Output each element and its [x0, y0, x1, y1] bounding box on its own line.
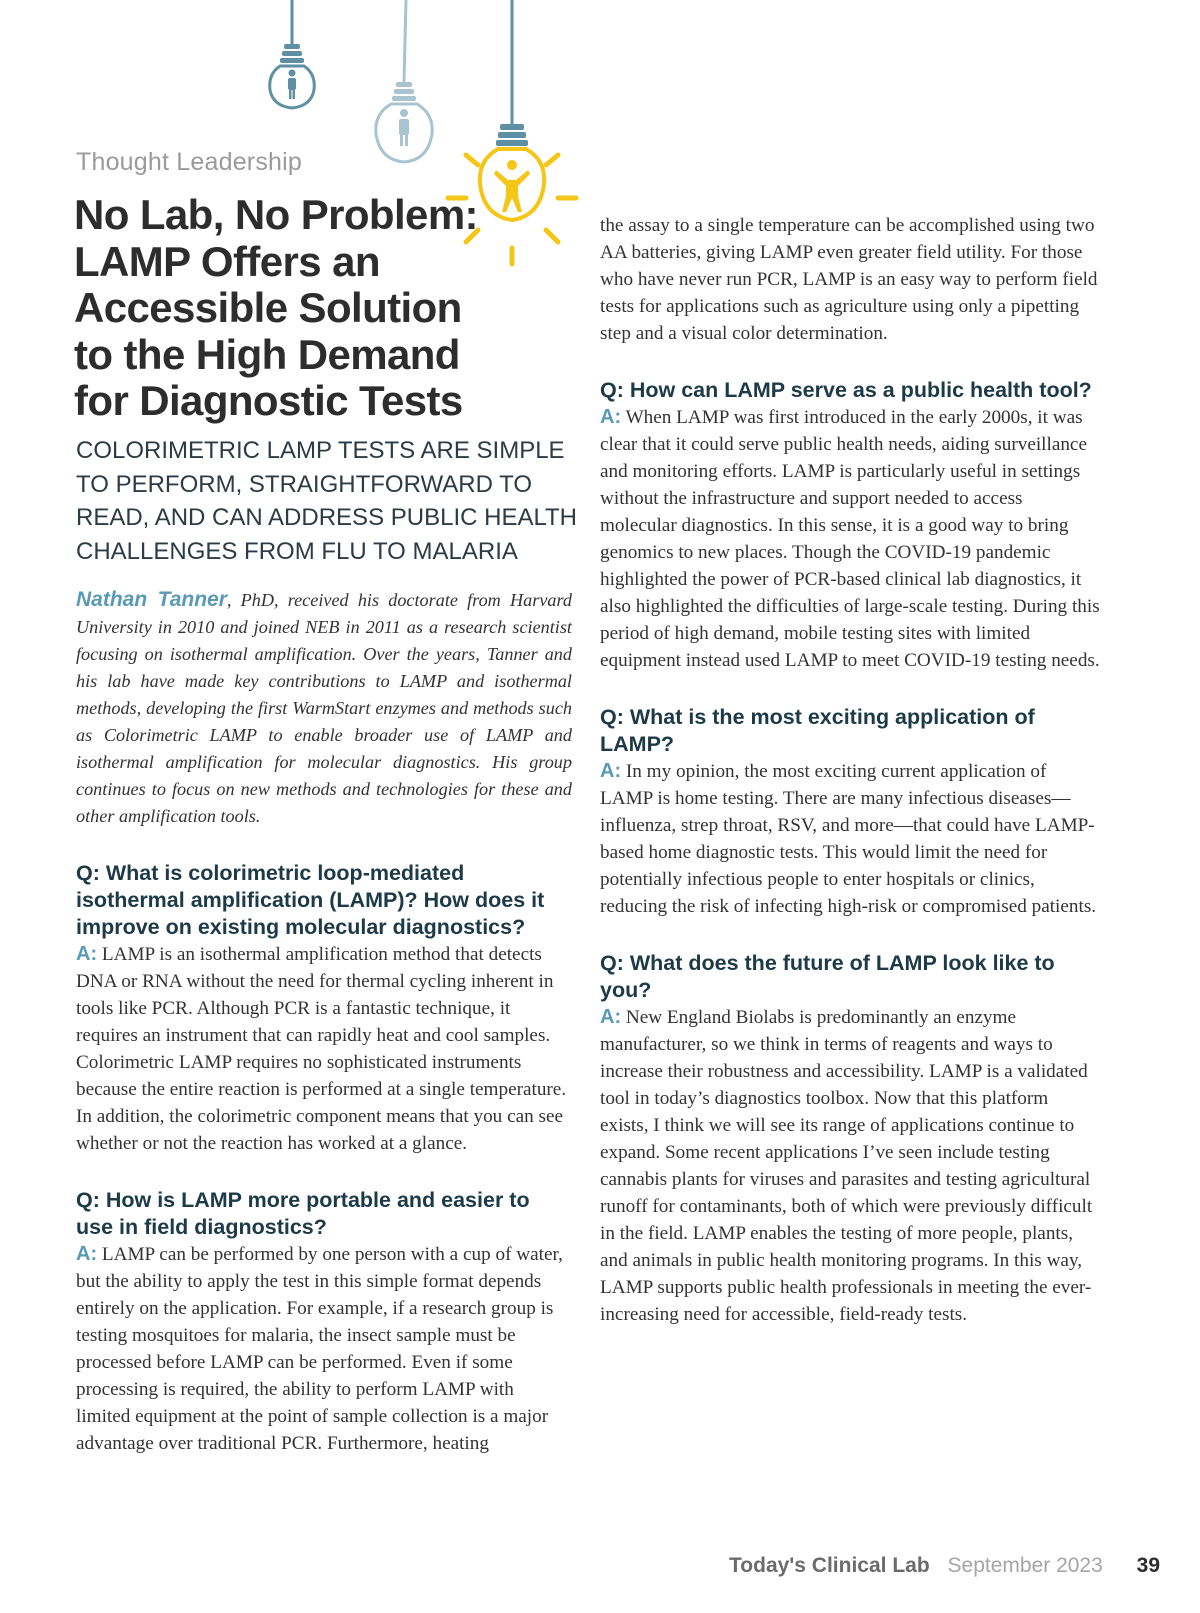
- question: Q: What is the most exciting application of LAMP?: [600, 705, 1035, 756]
- answer-label: A:: [76, 1243, 98, 1265]
- subheadline-line: COLORIMETRIC LAMP TESTS ARE SIMPLE: [76, 437, 565, 464]
- author-bio: [76, 586, 572, 830]
- answer-text: New England Biolabs is predominantly an enzyme manufacturer, so we think in terms of reagents and ways to increase their robustness and accessibility. LAMP is a validated tool in today’s diagnostics toolbox. Now that this platform exists, I think we will see its range of applications continue to expand. Some recent applications I’ve seen include testing cannabis plants for viruses and parasites and testing agricultural runoff for contaminants, both of which were previously difficult in the field. LAMP enables the testing of more people, plants, and animals in public health monitoring programs. In this way, LAMP supports public health professionals in meeting the ever-increasing need for accessible, field-ready tests.: [600, 1007, 1093, 1325]
- section-label: Thought Leadership: [76, 148, 302, 176]
- answer-label: A:: [600, 760, 622, 782]
- headline-line: Accessible Solution: [74, 284, 462, 331]
- subheadline-line: CHALLENGES FROM FLU TO MALARIA: [76, 537, 518, 565]
- headline-line: No Lab, No Problem:: [74, 191, 478, 238]
- author-bio-text: , PhD, received his doctorate from Harvard University in 2010 and joined NEB in 2011 as a research scientist focusing on isothermal amplification. Over the years, Tanner and his lab have made key contributions to LAMP and isothermal methods, developing the first WarmStart enzymes and methods such as Colorimetric LAMP to enable broader use of LAMP and isothermal amplification for molecular diagnostics. His group continues to focus on new methods and technologies for these and other amplification tools.: [76, 590, 572, 826]
- right-column: [600, 212, 1100, 1328]
- continued-text: the assay to a single temperature can be accomplished using two AA batteries, giving LAMP even greater field utility. For those who have never run PCR, LAMP is an easy way to perform field tests for applications such as agriculture using only a pipetting step and a visual color determination.: [600, 215, 1098, 344]
- question: Q: How is LAMP more portable and easier to use in field diagnostics?: [76, 1188, 530, 1239]
- answer-text: LAMP is an isothermal amplification method that detects DNA or RNA without the need for thermal cycling inherent in tools like PCR. Although PCR is a fantastic technique, it requires an instrument that can rapidly heat and cool samples. Colorimetric LAMP requires no sophisticated instruments because the entire reaction is performed at a single temperature. In addition, the colorimetric component means that you can see whether or not the reaction has worked at a glance.: [76, 944, 567, 1154]
- answer-text: In my opinion, the most exciting current application of LAMP is home testing. There are many infectious diseases—influenza, strep throat, RSV, and more—that could have LAMP-based home diagnostic tests. This would limit the need for potentially infectious people to enter hospitals or clinics, reducing the risk of infecting high-risk or compromised patients.: [600, 761, 1097, 917]
- question: Q: How can LAMP serve as a public health tool?: [600, 378, 1092, 402]
- headline: [74, 191, 478, 425]
- answer: [600, 404, 1100, 674]
- headline-line: to the High Demand: [74, 330, 460, 378]
- lightbulb-icon: [270, 0, 315, 108]
- issue-date: September 2023: [947, 1554, 1103, 1577]
- subheadline-line: TO PERFORM, STRAIGHTFORWARD TO: [76, 470, 533, 498]
- magazine-name: Today's Clinical Lab: [729, 1554, 930, 1577]
- question: Q: What does the future of LAMP look like to you?: [600, 951, 1055, 1002]
- answer-label: A:: [600, 1006, 622, 1028]
- page-footer: [729, 1554, 1160, 1578]
- answer: [600, 1004, 1100, 1328]
- headline-line: for Diagnostic Tests: [74, 377, 463, 424]
- answer: [76, 941, 572, 1157]
- answer-label: A:: [600, 406, 622, 428]
- lightbulb-icon: [376, 0, 432, 162]
- author-name: Nathan Tanner: [76, 588, 227, 611]
- answer-text: When LAMP was first introduced in the early 2000s, it was clear that it could serve public health needs, aiding surveillance and monitoring efforts. LAMP is particularly useful in settings without the infrastructure and support needed to access molecular diagnostics. In this sense, it is a good way to bring genomics to new places. Though the COVID-19 pandemic highlighted the power of PCR-based clinical lab diagnostics, it also highlighted the difficulties of large-scale testing. During this period of high demand, mobile testing sites with limited equipment instead used LAMP to meet COVID-19 testing needs.: [600, 407, 1100, 671]
- headline-line: LAMP Offers an: [74, 237, 380, 285]
- answer: [76, 1241, 572, 1457]
- answer-text: LAMP can be performed by one person with a cup of water, but the ability to apply the test in this simple format depends entirely on the application. For example, if a research group is testing mosquitoes for malaria, the insect sample must be processed before LAMP can be performed. Even if some processing is required, the ability to perform LAMP with limited equipment at the point of sample collection is a major advantage over traditional PCR. Furthermore, heating: [76, 1244, 563, 1454]
- answer-label: A:: [76, 943, 98, 965]
- question: Q: What is colorimetric loop-mediated isothermal amplification (LAMP)? How does it improve on existing molecular diagnostics?: [76, 861, 545, 939]
- answer: [600, 758, 1100, 920]
- subheadline-line: READ, AND CAN ADDRESS PUBLIC HEALTH: [76, 504, 578, 531]
- left-column: [76, 586, 572, 1457]
- page-number: 39: [1136, 1554, 1160, 1577]
- subheadline: [76, 434, 576, 568]
